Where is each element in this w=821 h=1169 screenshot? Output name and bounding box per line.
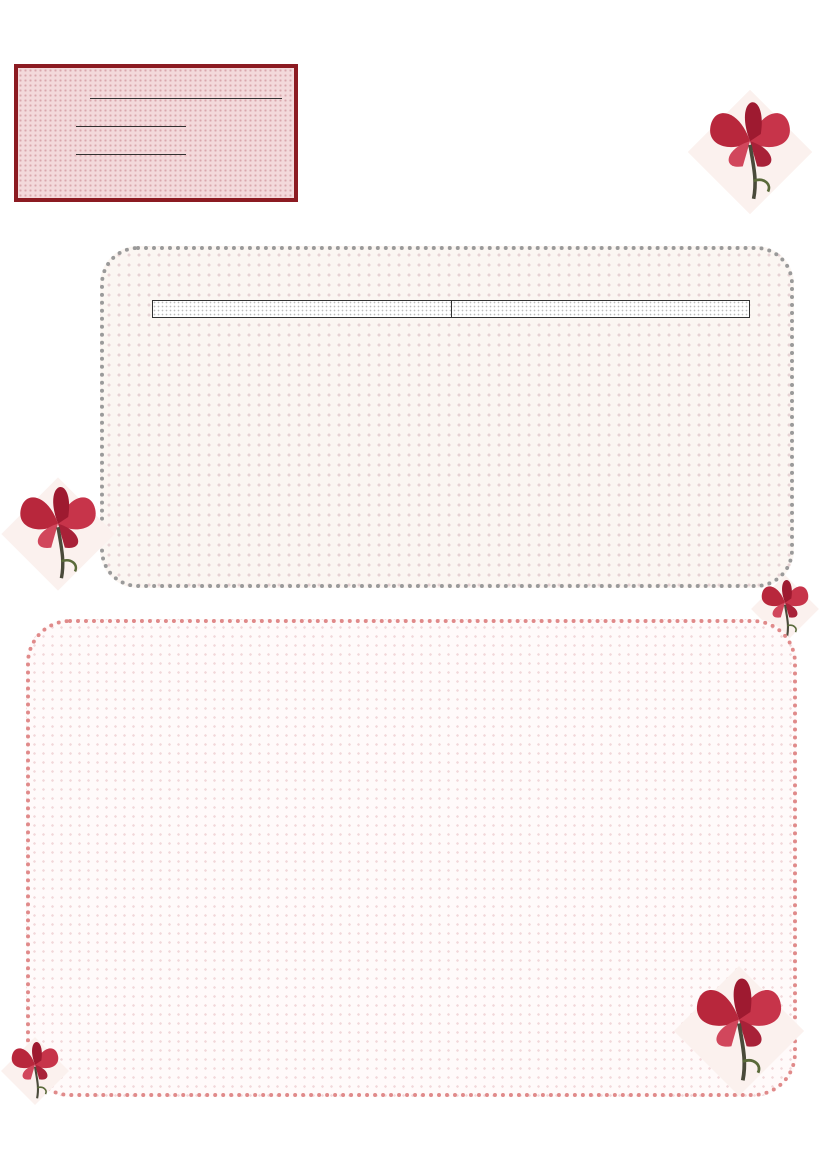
- flower-border-icon: [100, 246, 794, 588]
- flower-decoration-icon: [688, 90, 812, 214]
- title-line-2: [360, 71, 610, 84]
- student-info-box: [14, 64, 298, 202]
- title-line-1: [340, 71, 610, 85]
- class-line[interactable]: [76, 126, 186, 127]
- column-header-indirect: [451, 301, 750, 318]
- flower-decoration-icon: [0, 476, 116, 592]
- date-line[interactable]: [76, 154, 186, 155]
- table-header-row: [153, 301, 750, 318]
- speech-table: [152, 300, 750, 318]
- flower-decoration-icon: [0, 1036, 70, 1106]
- flower-decoration-icon: [672, 964, 806, 1098]
- column-header-direct: [153, 301, 452, 318]
- name-line[interactable]: [90, 98, 282, 99]
